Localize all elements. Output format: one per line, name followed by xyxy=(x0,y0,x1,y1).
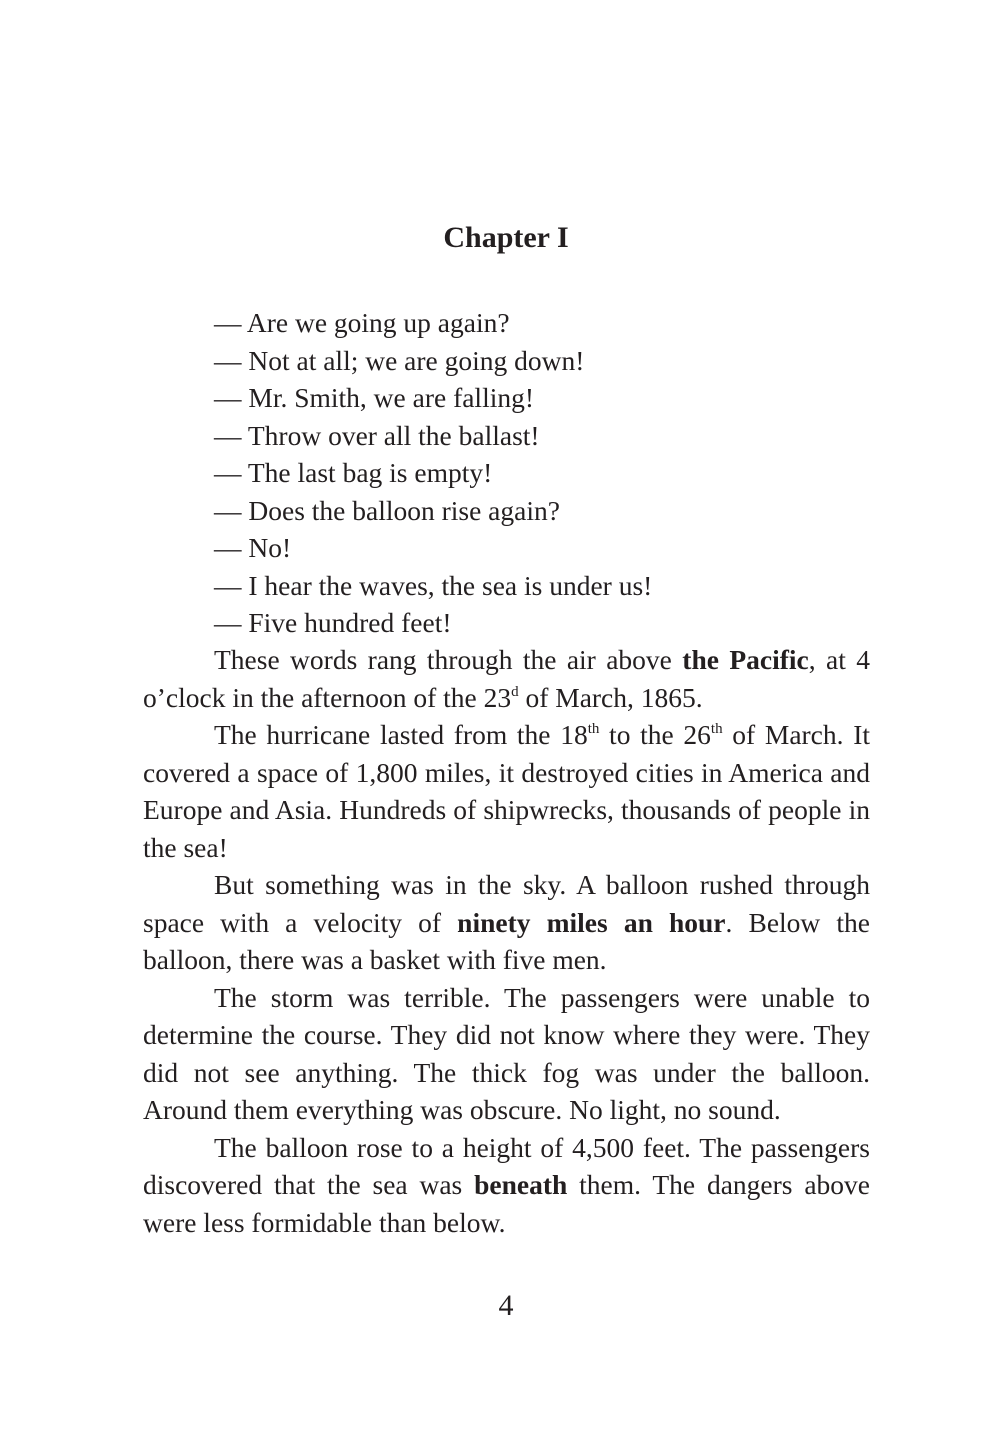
body-text xyxy=(143,641,870,1241)
dialogue-line: — Not at all; we are going down! xyxy=(214,344,585,376)
text-run: of March, 1865. xyxy=(518,681,703,713)
dialogue-line: — No! xyxy=(214,532,292,563)
text-run: of March. It covered a space of 1,800 miles, it destroyed cities in America and Europe and Asia. Hundreds of shipwrecks, thousands of people in the sea! xyxy=(143,719,870,863)
text-run: . Below the balloon, there was a basket with five men. xyxy=(143,906,870,975)
paragraph-4 xyxy=(143,979,870,1129)
text-run: them. The dangers above were less formidable than below. xyxy=(143,1169,870,1238)
text-run: The balloon rose to a height of 4,500 feet. The passengers discovered that the sea was xyxy=(143,1131,870,1200)
dialogue-line: — Does the balloon rise again? xyxy=(214,494,560,526)
bold-term: ninety miles an hour xyxy=(457,906,726,938)
ordinal-suffix: d xyxy=(511,683,519,700)
paragraph-2 xyxy=(143,716,870,866)
dialogue-line: — The last bag is empty! xyxy=(214,457,493,488)
dialogue-list xyxy=(214,304,874,642)
dialogue-line: — Five hundred feet! xyxy=(214,607,452,638)
ordinal-suffix: th xyxy=(710,721,723,737)
paragraph-3 xyxy=(143,866,870,979)
text-run: to the 26 xyxy=(599,719,711,750)
dialogue-line: — Mr. Smith, we are falling! xyxy=(214,382,535,413)
ordinal-suffix: th xyxy=(587,721,600,737)
text-run: The storm was terrible. The passengers were unable to determine the course. They did not know where they were. They did not see anything. The thick fog was under the balloon. Around them everything was obscure. No light, no sound. xyxy=(143,981,870,1125)
text-run: But something was in the sky. A balloon rushed through space with a velocity of xyxy=(143,869,870,938)
text-run: The hurricane lasted from the 18 xyxy=(214,719,588,750)
text-run: These words rang through the air above xyxy=(214,644,683,675)
paragraph-5 xyxy=(143,1129,870,1242)
paragraph-1 xyxy=(143,641,870,716)
dialogue-line: — Are we going up again? xyxy=(214,307,510,338)
text-run: , at 4 o’clock in the afternoon of the 23 xyxy=(143,644,870,713)
dialogue-line: — Throw over all the ballast! xyxy=(214,419,540,451)
chapter-title: Chapter I xyxy=(443,221,569,254)
bold-term: the Pacific xyxy=(682,644,809,675)
bold-term: beneath xyxy=(474,1169,568,1200)
dialogue-line: — I hear the waves, the sea is under us! xyxy=(214,569,653,601)
page-number: 4 xyxy=(498,1289,514,1322)
